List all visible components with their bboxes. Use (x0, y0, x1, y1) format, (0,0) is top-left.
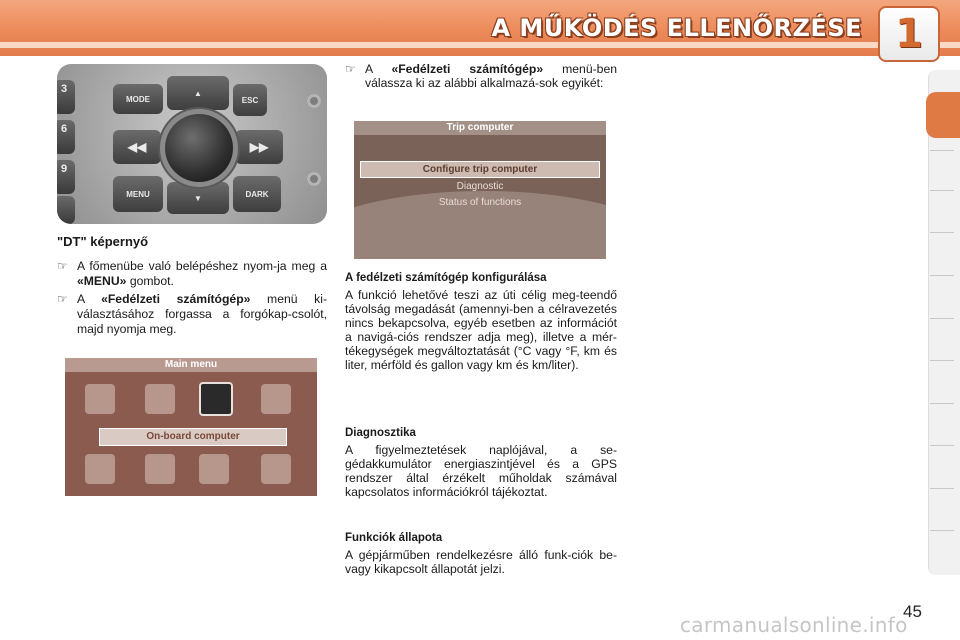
tab-divider (930, 318, 954, 319)
down-button: ▼ (167, 182, 229, 214)
mode-button: MODE (113, 84, 163, 114)
map-icon (199, 454, 229, 484)
section-diagnostics (345, 427, 617, 499)
tab-divider (930, 530, 954, 531)
section-body: A figyelmeztetések naplójával, a se-gédakkumulátor energiaszintjével és a GPS rendszer által érzékelt műholdak számával kapcsolatos információkról tájékoztat. (345, 443, 617, 499)
menu-button: MENU (113, 176, 163, 212)
preset-key: 3 (57, 80, 75, 114)
tab-divider (930, 360, 954, 361)
section-body: A gépjárműben rendelkezésre álló funk-ciók be- vagy kikapcsolt állapotát jelzi. (345, 548, 617, 576)
console-screw (307, 172, 321, 186)
watermark: carmanualsonline.info (680, 613, 908, 637)
right-intro: ☞ A «Fedélzeti számítógép» menü-ben válassza ki az alábbi alkalmazá-sok egyikét: (345, 62, 618, 90)
section-heading: Diagnosztika (345, 427, 416, 439)
pointing-hand-icon: ☞ (57, 292, 68, 306)
selected-menu-item: Configure trip computer (360, 161, 600, 178)
tab-divider (930, 150, 954, 151)
phone-icon (261, 384, 291, 414)
menu-item: Diagnostic (456, 181, 504, 192)
left-instructions (57, 259, 327, 340)
tab-divider (930, 190, 954, 191)
esc-button: ESC (233, 84, 267, 116)
vehicle-icon (85, 454, 115, 484)
section-config (345, 272, 617, 372)
pointing-hand-icon: ☞ (345, 62, 356, 76)
screen-title: Main menu (65, 358, 317, 372)
page-number: 45 (903, 602, 922, 621)
tab-divider (930, 445, 954, 446)
screen-title: Trip computer (354, 121, 606, 135)
tab-divider (930, 488, 954, 489)
settings-sliders-icon (145, 454, 175, 484)
tab-divider (930, 275, 954, 276)
left-button: ◀◀ (113, 130, 161, 164)
preset-key (57, 196, 75, 224)
section-title-dt-screen: "DT" képernyő (57, 234, 149, 249)
preset-key: 9 (57, 160, 75, 194)
navigation-icon (85, 384, 115, 414)
pointing-hand-icon: ☞ (57, 259, 68, 273)
up-button: ▲ (167, 76, 229, 110)
right-button: ▶▶ (235, 130, 283, 164)
preset-key: 6 (57, 120, 75, 154)
list-item: ☞ A főmenübe való belépéshez nyom-ja meg a «MENU» gombot. (57, 259, 327, 288)
list-item: ☞ A «Fedélzeti számítógép» menü ki-választásához forgassa a forgókap-csolót, majd nyomja meg. (57, 292, 328, 336)
trip-computer-screen (354, 121, 606, 259)
audio-disc-icon (145, 384, 175, 414)
chapter-tab-active (926, 92, 960, 138)
chapter-badge (878, 6, 940, 62)
tab-divider (930, 232, 954, 233)
section-status (345, 532, 617, 576)
menu-item: Status of functions (438, 197, 522, 208)
page-title: A MŰKÖDÉS ELLENŐRZÉSE (491, 14, 862, 42)
tab-divider (930, 403, 954, 404)
section-heading: A fedélzeti számítógép konfigurálása (345, 272, 547, 284)
radio-console-illustration (57, 64, 327, 224)
chapter-number: 1 (895, 11, 923, 57)
selected-menu-item: On-board computer (99, 428, 287, 446)
computer-icon (199, 382, 233, 416)
header-band (0, 42, 960, 48)
chapter-tab-strip (928, 70, 960, 575)
section-body: A funkció lehetővé teszi az úti célig meg-teendő távolság megadását (amennyi-ben a célravezetés nincs bekapcsolva, egyéb esetben az információt a navigá-ciós rendszer adja meg), illetve a mér-tékegységek megváltoztatását (°C vagy °F, km és liter, mérföld és gallon vagy km és km/liter). (345, 288, 617, 372)
dark-button: DARK (233, 176, 281, 212)
display-icon (261, 454, 291, 484)
console-screw (307, 94, 321, 108)
section-heading: Funkciók állapota (345, 532, 443, 544)
main-menu-screen (65, 358, 317, 496)
rotary-knob (165, 114, 233, 182)
